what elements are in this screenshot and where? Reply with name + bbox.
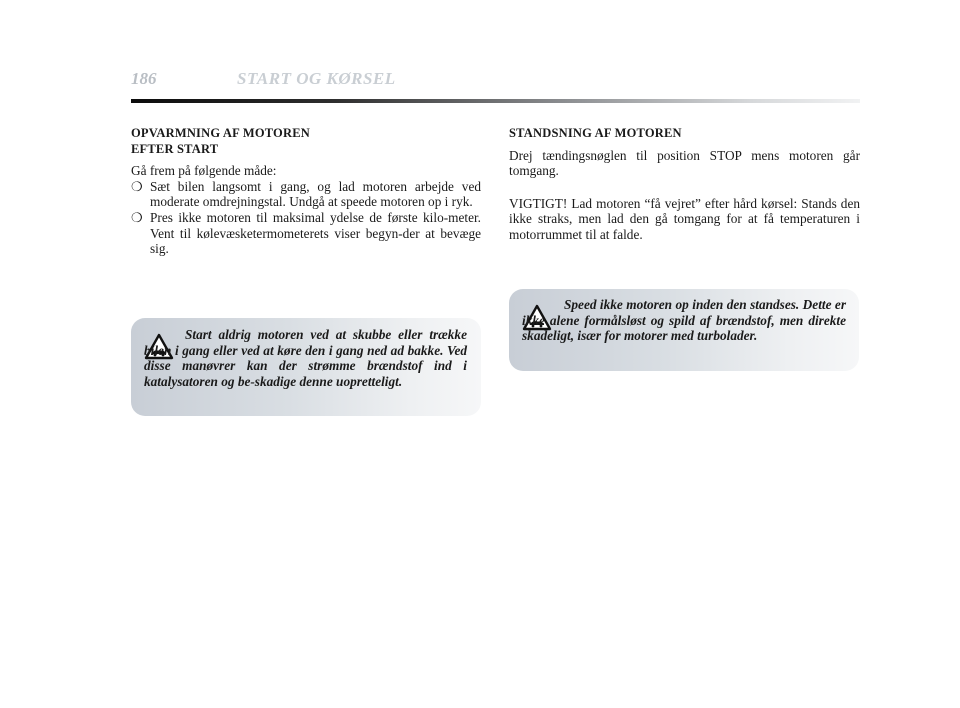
heading-warmup-line2: EFTER START — [131, 141, 219, 156]
warning-box-right — [509, 289, 859, 371]
list-item — [131, 179, 481, 210]
header-rule — [131, 99, 860, 103]
warning-text: Speed ikke motoren op inden den standses. Dette er ikke alene formålsløst og spild af brændstof, men direkte skadeligt, især for motorer med turbolader. — [522, 297, 846, 344]
list-item — [131, 210, 481, 257]
bullet-circle-icon: ❍ — [131, 209, 143, 225]
stop-paragraph: Drej tændingsnøglen til position STOP mens motoren går tomgang. — [509, 147, 860, 179]
bullet-text: Sæt bilen langsomt i gang, og lad motoren arbejde ved moderate omdrejningstal. Undgå at speede motoren op i ryk. — [150, 178, 481, 210]
bullet-text: Pres ikke motoren til maksimal ydelse de første kilo-meter. Vent til kølevæsketermometerets viser begyn-der at bevæge sig. — [150, 209, 481, 257]
page-number: 186 — [131, 69, 157, 88]
warning-box-left — [131, 318, 481, 416]
warning-text: Start aldrig motoren ved at skubbe eller trække bilen i gang eller ved at køre den i gang ned ad bakke. Ved disse manøvrer kan der strømme brændstof ind i katalysatoren og be-skadige denne uopretteligt. — [144, 327, 467, 389]
heading-warmup-line1: OPVARMNING AF MOTOREN — [131, 126, 310, 140]
intro-text: Gå frem på følgende måde: — [131, 163, 277, 179]
section-title: START OG KØRSEL — [237, 69, 396, 88]
heading-stopping: STANDSNING AF MOTOREN — [509, 126, 682, 140]
bullet-circle-icon: ❍ — [131, 178, 143, 194]
important-paragraph: VIGTIGT! Lad motoren “få vejret” efter hård kørsel: Stands den ikke straks, men lad den gå tomgang for at få temperaturen i motorrummet til at falde. — [509, 195, 860, 242]
left-column — [131, 126, 481, 257]
right-column — [509, 126, 860, 243]
